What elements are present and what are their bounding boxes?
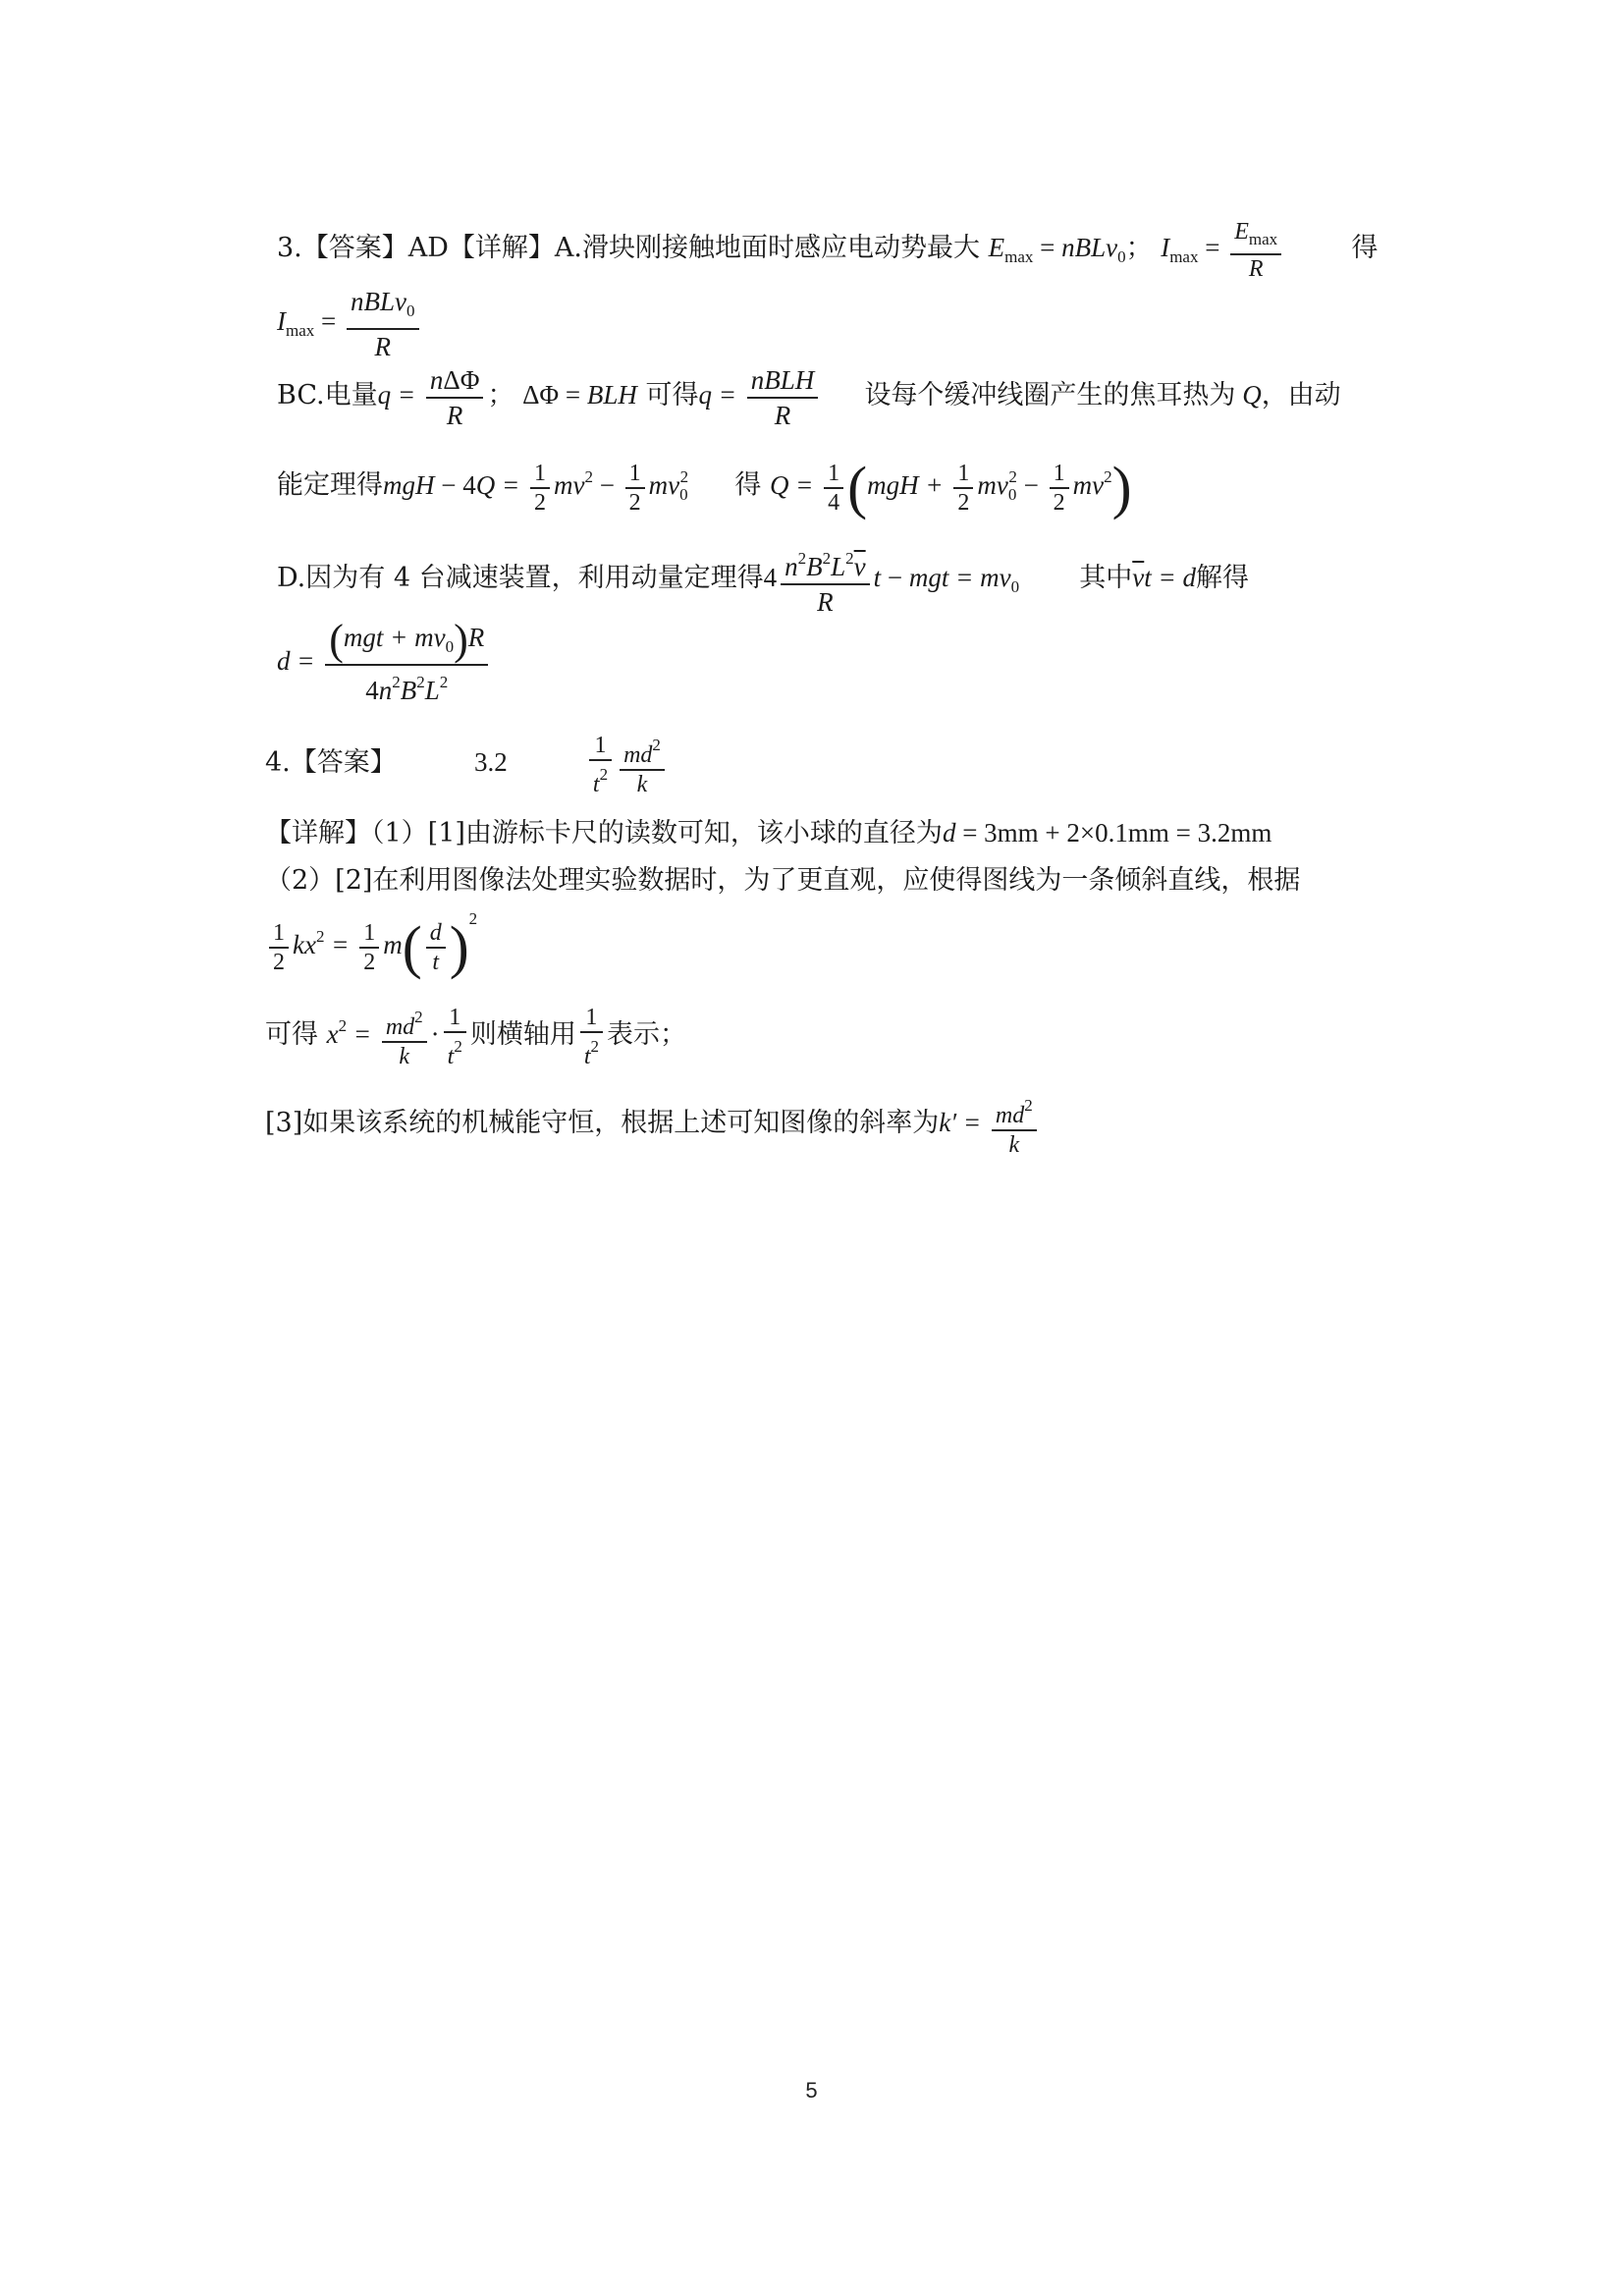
d-prefix: D.因为有 4 台减速装置，利用动量定理得	[277, 563, 764, 594]
q4-detail-2	[265, 858, 1300, 897]
energy-prefix: 能定理得	[277, 469, 383, 501]
energy-formula: mgH − 4Q = $\frac{1}{2}$ $mv^2$ − $\frac{1}{2}$ $mv_0^2$	[383, 460, 689, 516]
page-number: 5	[805, 2078, 818, 2103]
q3-imax-formula: $I_{max}$ = $\frac{E_{max}}{R}$	[1161, 233, 1285, 262]
q3-line-1: 3.【答案】AD【详解】A.滑块刚接触地面时感应电动势最大 $E_{max}$ = nBLv$_0$； $I_{max}$ = $\frac{E_{max}}{R}$ 得	[277, 219, 1379, 282]
q3-d-result: d = $\frac{(mgt + mv_0)R}{4n^2B^2L^2}$	[277, 621, 492, 707]
d-tail: 解得	[1196, 563, 1249, 594]
d-momentum-formula: 4 $\frac{n^2B^2L^2\overline{v}}{R}$ t − mgt = $mv_0$	[764, 563, 1019, 592]
bc-tail2: ，由动	[1261, 380, 1341, 411]
q4-label: 4.【答案】	[265, 747, 397, 779]
q4-detail-2-text: （2）[2]在利用图像法处理实验数据时，为了更直观，应使得图线为一条倾斜直线，根据	[265, 865, 1301, 896]
q4-detail-1-text: 【详解】（1）[1]由游标卡尺的读数可知，该小球的直径为	[265, 818, 943, 848]
q4-answer-line	[265, 732, 669, 798]
d-mid: 其中	[1079, 563, 1133, 594]
bc-prefix: BC.电量	[277, 380, 378, 411]
q4-detail-4	[265, 1092, 1041, 1159]
q3-d-line	[277, 542, 1249, 619]
q4-slope-formula: k′ = $\frac{md^2}{k}$	[939, 1108, 1040, 1137]
q4-detail-4-text: [3]如果该系统的机械能守恒，根据上述可知图像的斜率为	[265, 1108, 940, 1139]
bc-q-result: q = $\frac{\text{nBLH}}{R}$	[699, 380, 823, 410]
q3-energy-line	[277, 454, 1132, 521]
q4-detail-3-prefix: 可得	[265, 1019, 318, 1051]
bc-dphi-formula: ΔΦ = BLH	[522, 380, 637, 410]
q3-emax-formula: $E_{max}$ = nBLv$_0$	[988, 233, 1126, 267]
q4-detail-3-tail: 表示；	[607, 1019, 686, 1051]
energy-q-result: Q = $\frac{1}{4}$ (mgH + $\frac{1}{2}$ $mv_0^2$ − $\frac{1}{2}$ $mv^2$)	[769, 455, 1132, 519]
q4-detail-3-mid: 则横轴用	[469, 1019, 576, 1051]
q4-detail-1	[265, 811, 1271, 849]
q3-de: 得	[1351, 233, 1379, 264]
q4-energy-equation: $\frac{1}{2}$ $kx^2$ = $\frac{1}{2}$ m( $\frac{d}{t}$ )$^2$	[265, 909, 477, 981]
d-vt-formula: $\overline{v}t = d$	[1132, 563, 1196, 593]
bc-tail: 设每个缓冲线圈产生的焦耳热为	[864, 380, 1236, 411]
q4-answer-formulas: $\frac{1}{t^2}$ $\frac{md^2}{k}$	[585, 747, 669, 777]
bc-q-formula: q = $\frac{\text{nΔΦ}}{R}$	[378, 380, 488, 410]
q3-imax-result: $I_{max}$ = $\frac{nBLv_0}{R}$	[277, 285, 423, 363]
q3-bc-line: BC.电量q = $\frac{\text{nΔΦ}}{R}$ ； ΔΦ = BLH 可得q = $\frac{\text{nBLH}}{R}$ 设每个缓冲线圈产生的焦耳热为 Q，由动	[277, 365, 1341, 430]
q4-answer-value: 3.2	[473, 747, 508, 778]
energy-mid: 得	[734, 469, 762, 501]
q4-detail-3: 可得 $x^2$ = $\frac{md^2}{k}$ · $\frac{1}{t^2}$ 则横轴用 $\frac{1}{t^2}$ 表示；	[265, 1005, 686, 1069]
bc-mid: 可得	[645, 380, 699, 411]
q4-x2-formula: $x^2$ = $\frac{md^2}{k}$ · $\frac{1}{t^2}$	[327, 1019, 470, 1049]
q3-label: 3.【答案】AD【详解】A.滑块刚接触地面时感应电动势最大	[277, 233, 980, 264]
q4-diameter-formula: d = 3mm + 2×0.1mm = 3.2mm	[942, 818, 1272, 847]
